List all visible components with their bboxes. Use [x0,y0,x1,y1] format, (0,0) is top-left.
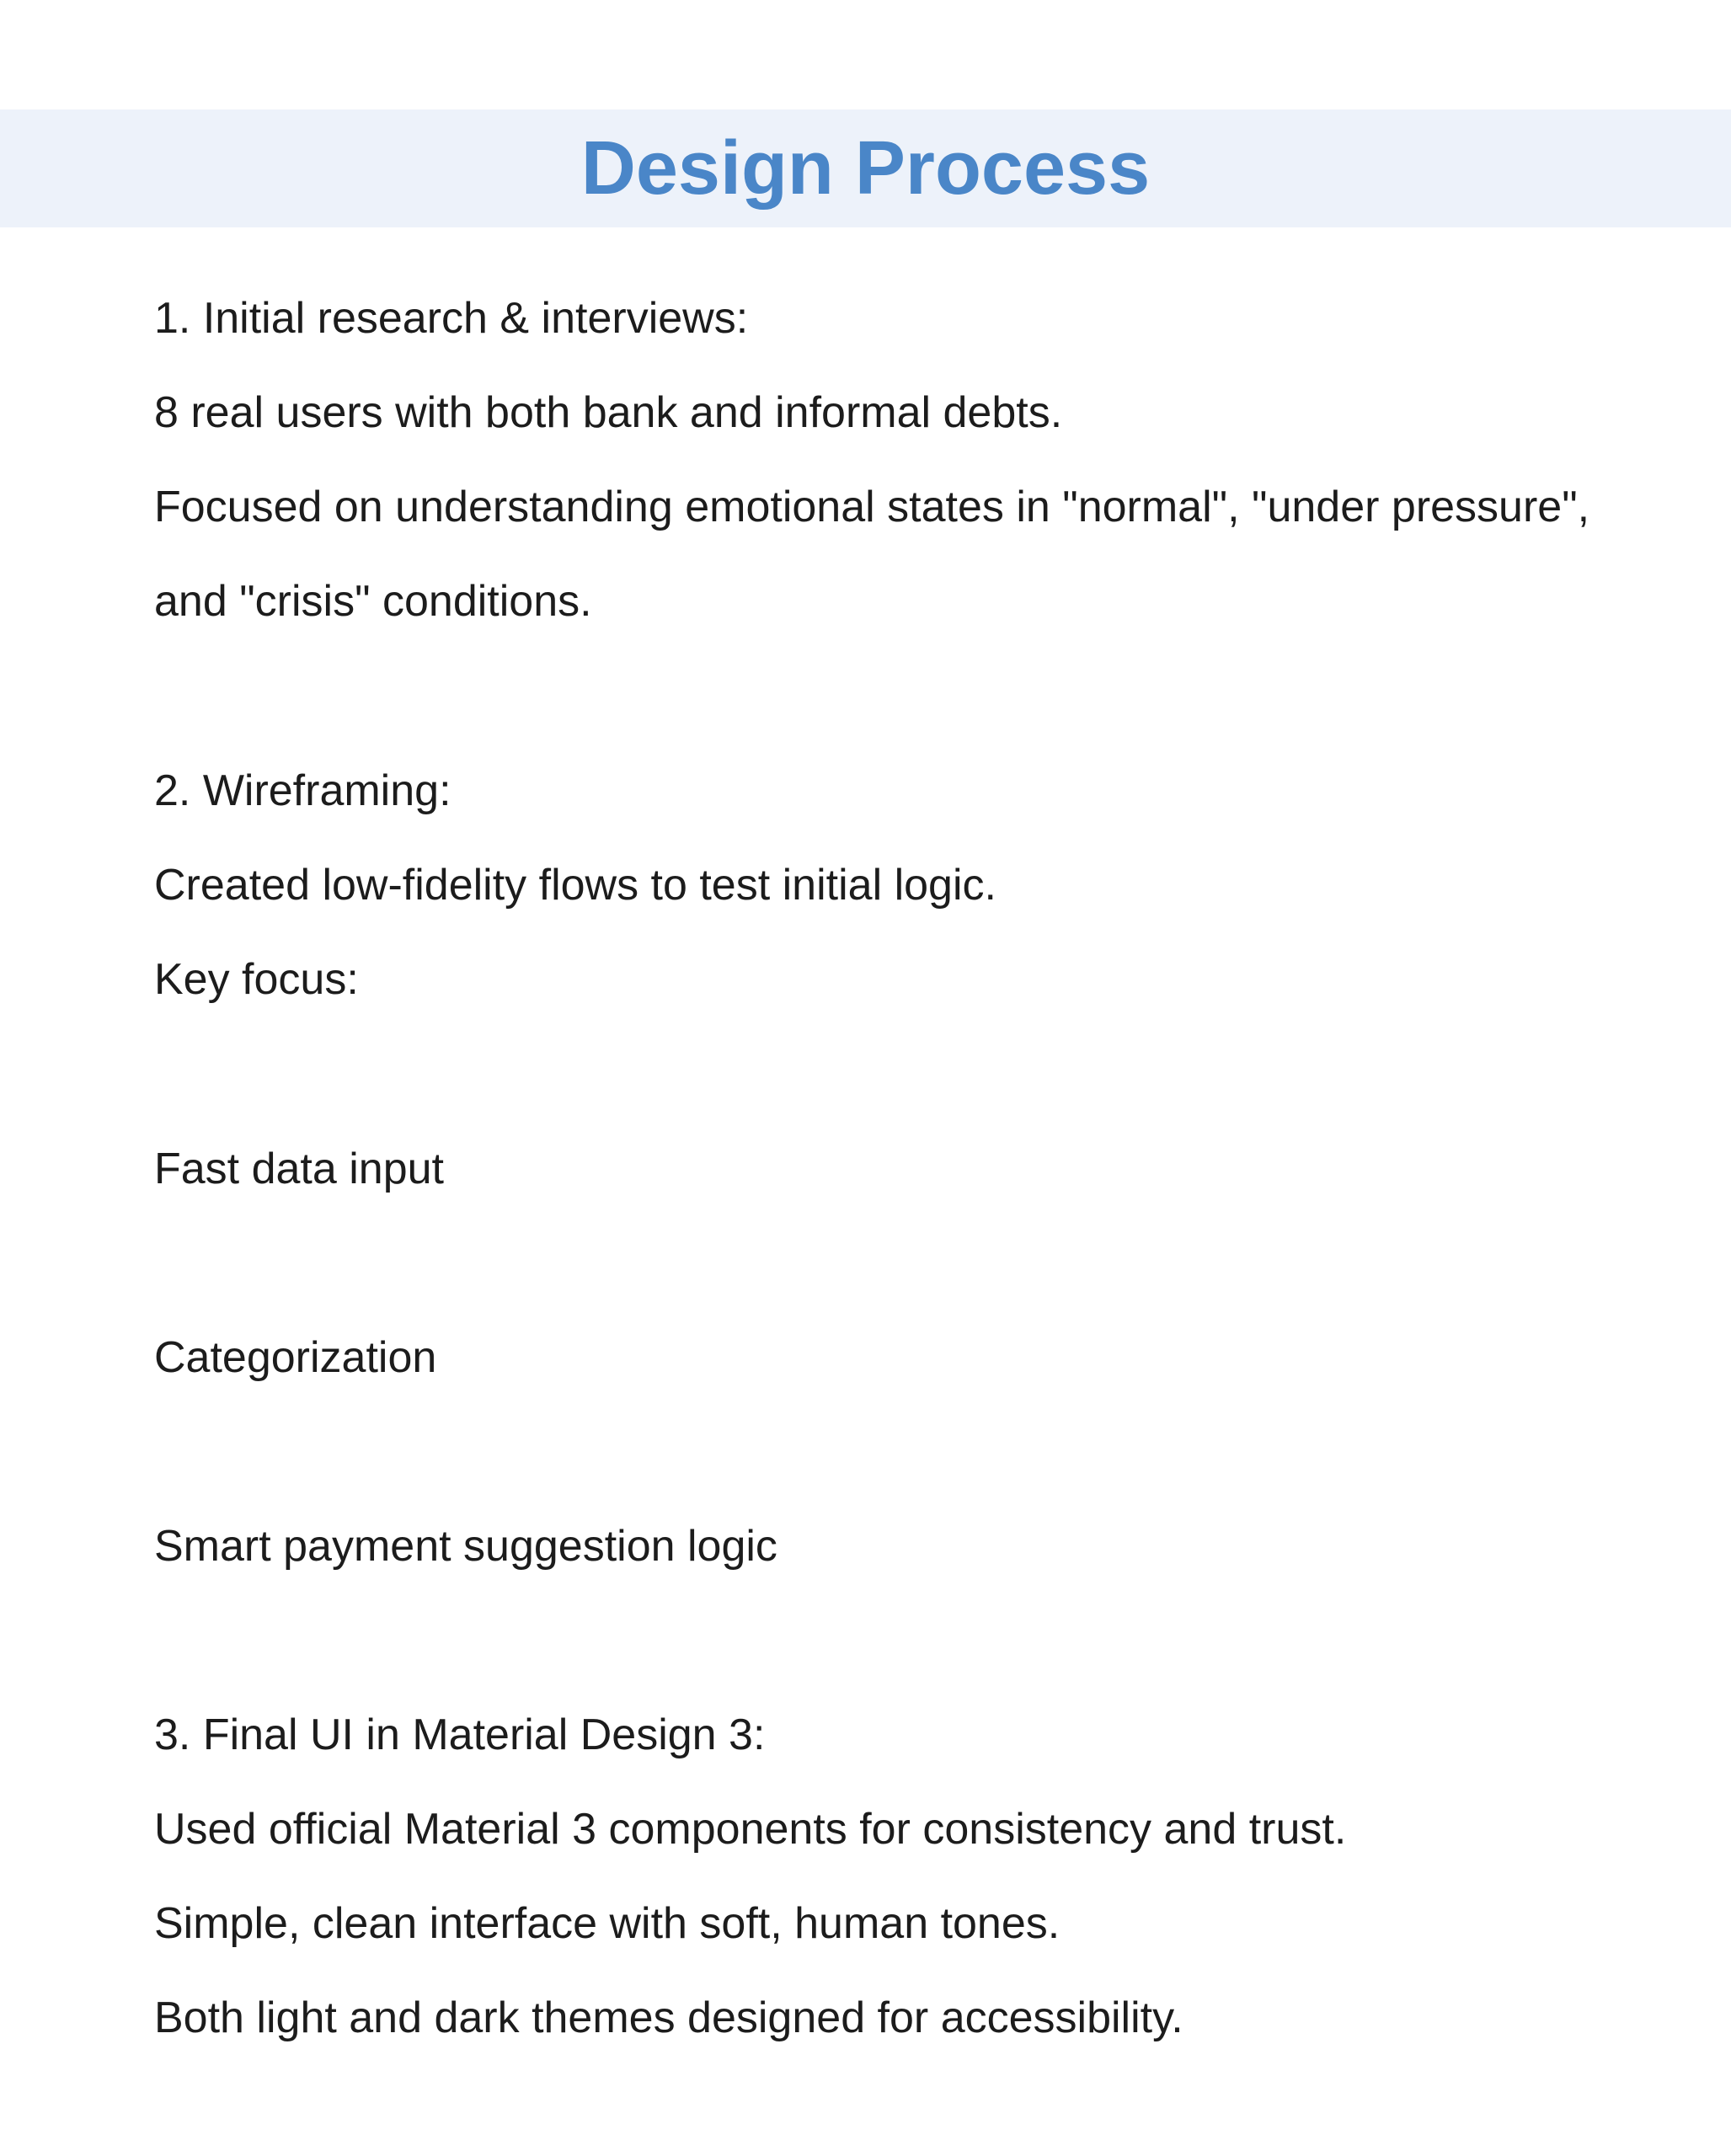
section-2-line-2: Key focus: [154,955,359,1004]
section-3-line-2: Simple, clean interface with soft, human tones. [154,1899,1061,1948]
section-1-line-3: and "crisis" conditions. [154,577,592,626]
section-3-heading: 3. Final UI in Material Design 3: [154,1710,766,1759]
section-3-line-3: Both light and dark themes designed for accessibility. [154,1993,1183,2042]
focus-item-fast-data-input: Fast data input [154,1145,444,1193]
focus-item-smart-payment: Smart payment suggestion logic [154,1522,777,1571]
section-1-heading: 1. Initial research & interviews: [154,294,749,343]
title-banner [0,109,1731,227]
section-3-line-1: Used official Material 3 components for consistency and trust. [154,1805,1347,1854]
page-title: Design Process [580,126,1151,211]
section-2-line-1: Created low-fidelity flows to test initial logic. [154,861,996,910]
focus-item-categorization: Categorization [154,1333,437,1382]
section-1-line-1: 8 real users with both bank and informal debts. [154,388,1063,437]
section-1-line-2: Focused on understanding emotional states in "normal", "under pressure", [154,483,1590,531]
section-2-heading: 2. Wireframing: [154,766,451,815]
